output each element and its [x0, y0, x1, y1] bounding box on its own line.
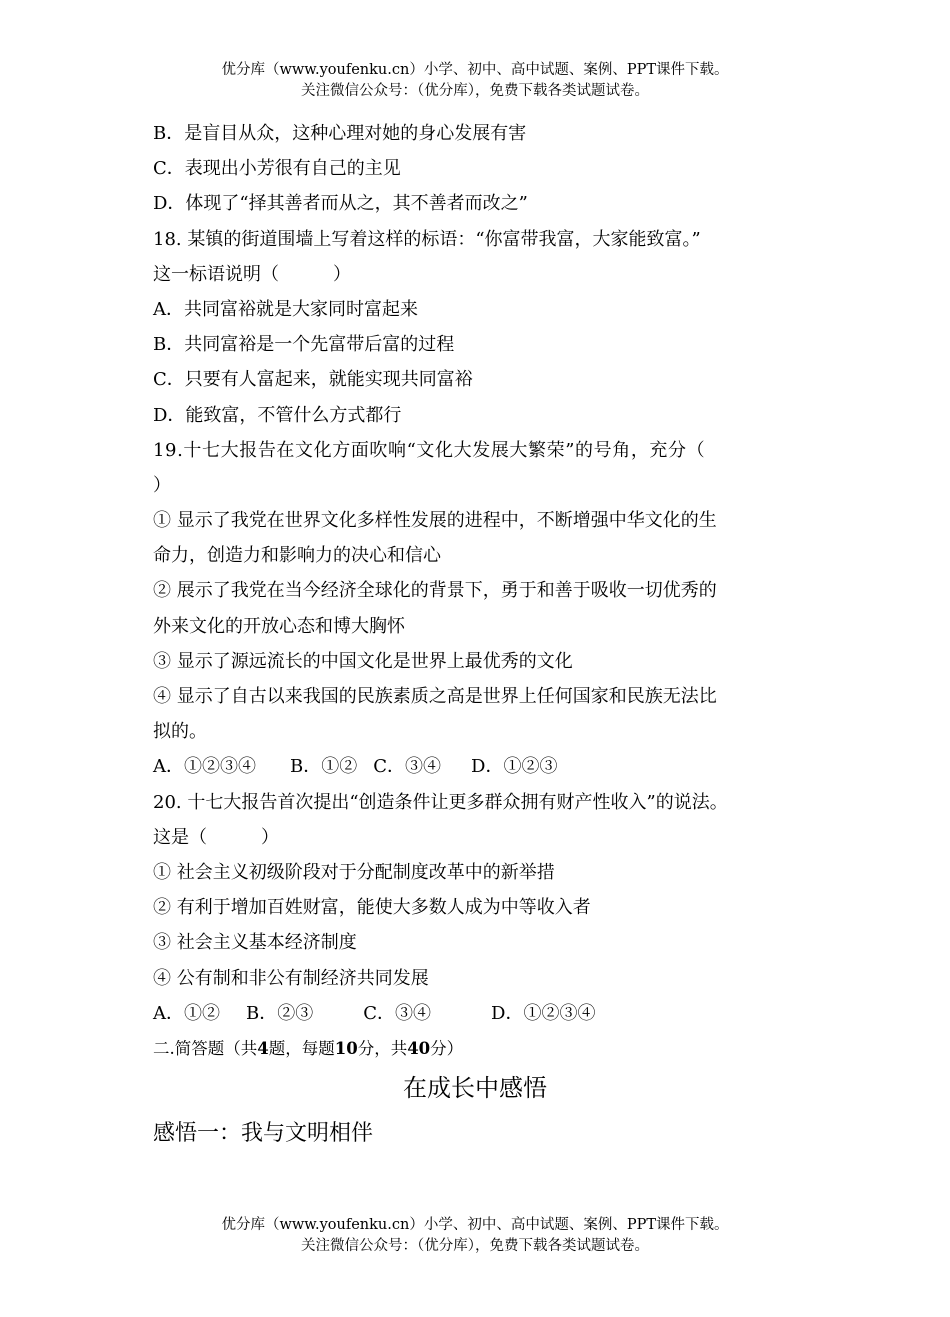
- q20-item-4: ④ 公有制和非公有制经济共同发展: [153, 967, 429, 989]
- q19-option-d: D．①②③: [471, 756, 558, 778]
- q19-stem-line-2: ）: [153, 474, 171, 496]
- q20-option-b: B．②③: [246, 1002, 314, 1024]
- q19-item-2-line-2: 外来文化的开放心态和博大胸怀: [153, 615, 405, 637]
- document-body: [153, 116, 823, 1154]
- q20-item-3: ③ 社会主义基本经济制度: [153, 932, 357, 954]
- q18-option-b: B．共同富裕是一个先富带后富的过程: [153, 334, 455, 356]
- q19-option-a: A．①②③④: [153, 756, 256, 778]
- q20-stem-line-2: 这是（ ）: [153, 826, 279, 848]
- q20-option-c: C．③④: [363, 1002, 432, 1024]
- q19-item-1-line-2: 命力，创造力和影响力的决心和信心: [153, 545, 441, 567]
- q19-item-1-line-1: ① 显示了我党在世界文化多样性发展的进程中，不断增强中华文化的生: [153, 510, 717, 532]
- q19-options: [153, 749, 823, 784]
- q18-option-c: C．只要有人富起来，就能实现共同富裕: [153, 369, 473, 391]
- essay-subtitle: 感悟一：我与文明相伴: [153, 1121, 374, 1147]
- footer-line-2: 关注微信公众号：（优分库），免费下载各类试题试卷。: [301, 1238, 649, 1254]
- q19-item-2-line-1: ② 展示了我党在当今经济全球化的背景下，勇于和善于吸收一切优秀的: [153, 580, 717, 602]
- q20-item-1: ① 社会主义初级阶段对于分配制度改革中的新举措: [153, 861, 555, 883]
- q20-option-d: D．①②③④: [491, 1002, 596, 1024]
- q18-stem-line-1: 18. 某镇的街道围墙上写着这样的标语：“你富带我富，大家能致富。”: [153, 228, 701, 250]
- q17-option-d: D．体现了“择其善者而从之，其不善者而改之”: [153, 193, 528, 215]
- q18-option-a: A．共同富裕就是大家同时富起来: [153, 298, 418, 320]
- q17-option-c: C．表现出小芳很有自己的主见: [153, 158, 401, 180]
- essay-title: 在成长中感悟: [403, 1074, 547, 1103]
- q20-stem-line-1: 20. 十七大报告首次提出“创造条件让更多群众拥有财产性收入”的说法。: [153, 791, 728, 813]
- section-2-heading: 二.简答题（共4题，每题10分，共40分）: [153, 1038, 464, 1058]
- q20-options: [153, 996, 823, 1031]
- q19-option-b: B．①②: [290, 756, 358, 778]
- q19-item-3: ③ 显示了源远流长的中国文化是世界上最优秀的文化: [153, 650, 573, 672]
- q19-item-4-line-1: ④ 显示了自古以来我国的民族素质之高是世界上任何国家和民族无法比: [153, 686, 717, 707]
- q18-stem-line-2: 这一标语说明（ ）: [153, 263, 351, 285]
- q20-option-a: A．①②: [153, 1002, 220, 1024]
- footer-line-1: 优分库（www.youfenku.cn）小学、初中、高中试题、案例、PPT课件下载。: [221, 1217, 729, 1233]
- q17-option-b: B．是盲目从众，这种心理对她的身心发展有害: [153, 123, 527, 144]
- header-line-1: 优分库（www.youfenku.cn）小学、初中、高中试题、案例、PPT课件下载。: [221, 62, 729, 78]
- q18-option-d: D．能致富，不管什么方式都行: [153, 404, 402, 426]
- header-line-2: 关注微信公众号：（优分库），免费下载各类试题试卷。: [301, 83, 649, 99]
- page-header: [0, 60, 950, 102]
- q19-stem-line-1: 19.十七大报告在文化方面吹响“文化大发展大繁荣”的号角，充分（: [153, 439, 706, 461]
- q19-option-c: C．③④: [373, 756, 442, 778]
- q19-item-4-line-2: 拟的。: [153, 721, 207, 743]
- q20-item-2: ② 有利于增加百姓财富，能使大多数人成为中等收入者: [153, 897, 591, 919]
- page-footer: [0, 1215, 950, 1257]
